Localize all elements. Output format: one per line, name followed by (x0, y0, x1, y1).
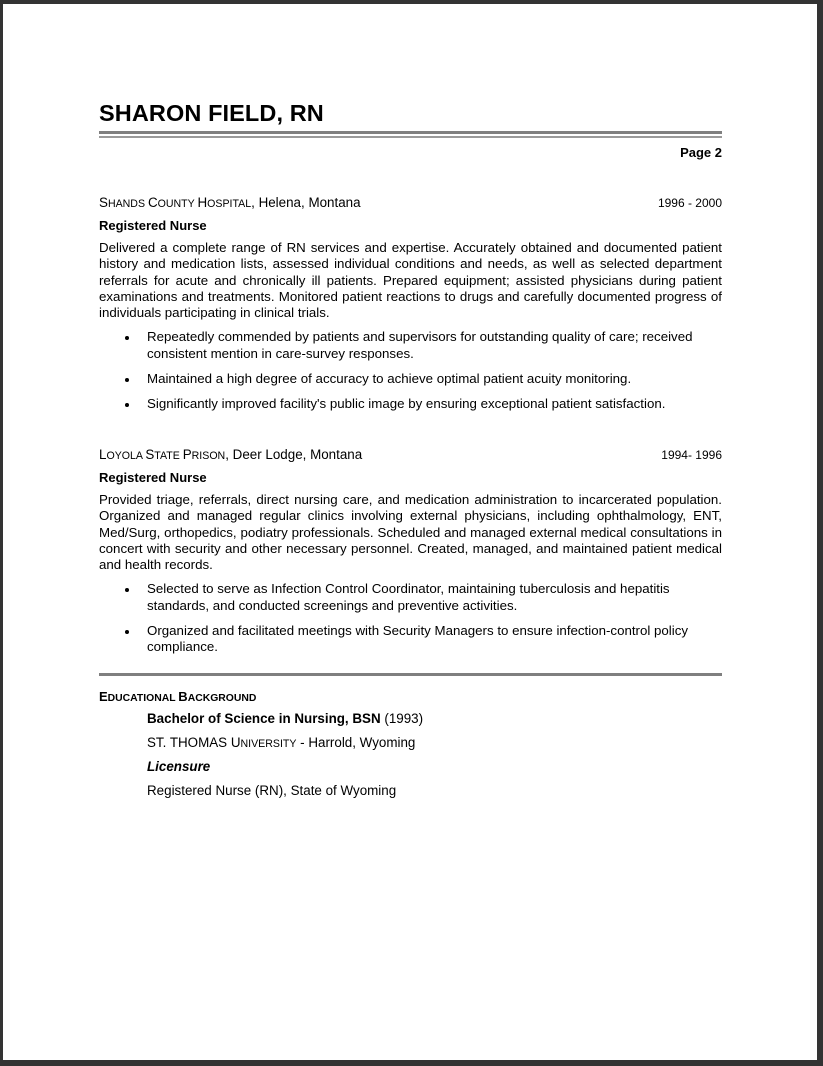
education-section (99, 689, 722, 807)
school-line (99, 735, 722, 759)
job-description: Delivered a complete range of RN services and expertise. Accurately obtained and documented patient history and medication lists, assessed individual conditions and needs, as well as selected department referrals for acute and chronically ill patients. Prepared equipment; assisted physicians during patient examinations and treatments. Monitored patient reactions to drugs and carefully documented progress of individuals participating in clinical trials. (99, 240, 722, 321)
heading-part: B (178, 689, 188, 704)
job-header (99, 195, 722, 215)
achievement-item (99, 396, 722, 412)
employer-name-part: TATE (154, 450, 183, 462)
achievement-list (99, 329, 722, 412)
employer-name-part: S (145, 447, 155, 462)
bullet-icon (125, 588, 129, 592)
school-location: - Harrold, Wyoming (296, 735, 416, 750)
licensure-heading: Licensure (147, 759, 211, 774)
bullet-icon (125, 630, 129, 634)
heading-part: ACKGROUND (187, 693, 257, 704)
achievement-item (99, 623, 722, 656)
header-rule-thick (99, 131, 722, 134)
employer-name-part: OYOLA (106, 450, 146, 462)
degree-line (99, 711, 722, 735)
achievement-text: Selected to serve as Infection Control Coordinator, maintaining tuberculosis and hepatitis standards, and conducted screenings and preventive activities. (147, 581, 670, 613)
employer-name-part: S (99, 195, 108, 210)
employer-name-part: C (147, 195, 158, 210)
achievement-item (99, 581, 722, 614)
employer-name-part: L (99, 447, 107, 462)
job-dates: 1994- 1996 (661, 448, 722, 462)
job-dates: 1996 - 2000 (657, 196, 722, 210)
page-number: Page 2 (680, 145, 722, 160)
achievement-text: Organized and facilitated meetings with Security Managers to ensure infection-control policy compliance. (147, 623, 689, 655)
job-description: Provided triage, referrals, direct nursing care, and medication administration to incarcerated population. Organized and managed regular clinics involving external physicians, including ophthalmology, ENT, Med/Surg, orthopedics, podiatry professionals. Scheduled and managed external medical consultations in concert with security and other necessary personnel. Created, managed, and maintained patient medical and health records. (99, 492, 722, 573)
achievement-text: Repeatedly commended by patients and supervisors for outstanding quality of care; received consistent mention in care-survey responses. (147, 329, 693, 361)
resume-page (3, 4, 817, 1060)
employer-name-part: OSPITAL (207, 198, 252, 210)
employer-name-part: HANDS (107, 198, 148, 210)
achievement-list (99, 581, 722, 655)
job-entry-shands (99, 195, 722, 422)
job-title: Registered Nurse (99, 218, 207, 233)
employer-location: , Helena, Montana (251, 195, 361, 210)
header-rule-thin (99, 136, 722, 138)
employer-location: , Deer Lodge, Montana (225, 447, 363, 462)
header-double-rule (99, 131, 722, 138)
section-divider-rule (99, 673, 722, 676)
employer-name-part: P (182, 447, 192, 462)
licensure-detail: Registered Nurse (RN), State of Wyoming (147, 783, 397, 798)
achievement-item (99, 329, 722, 362)
school-name-part: ST. THOMAS U (147, 735, 241, 750)
bullet-icon (125, 336, 129, 340)
candidate-name: SHARON FIELD, RN (99, 100, 324, 126)
job-title: Registered Nurse (99, 470, 207, 485)
employer-name-part: OUNTY (157, 198, 198, 210)
job-entry-loyola (99, 447, 722, 665)
school-name-part: NIVERSITY (240, 738, 297, 750)
achievement-text: Maintained a high degree of accuracy to achieve optimal patient acuity monitoring. (147, 371, 632, 387)
degree-name: Bachelor of Science in Nursing, BSN (147, 711, 381, 726)
achievement-text: Significantly improved facility's public image by ensuring exceptional patient satisfaction. (147, 396, 666, 412)
achievement-item (99, 371, 722, 387)
employer-name-part: RISON (191, 450, 226, 462)
employer-name-part: H (197, 195, 208, 210)
heading-part: DUCATIONAL (107, 693, 179, 704)
bullet-icon (125, 403, 129, 407)
degree-year: (1993) (380, 711, 424, 726)
heading-part: E (99, 689, 108, 704)
employer-line (99, 195, 361, 210)
job-header (99, 447, 722, 467)
education-heading (99, 689, 722, 711)
employer-line (99, 447, 362, 462)
bullet-icon (125, 378, 129, 382)
